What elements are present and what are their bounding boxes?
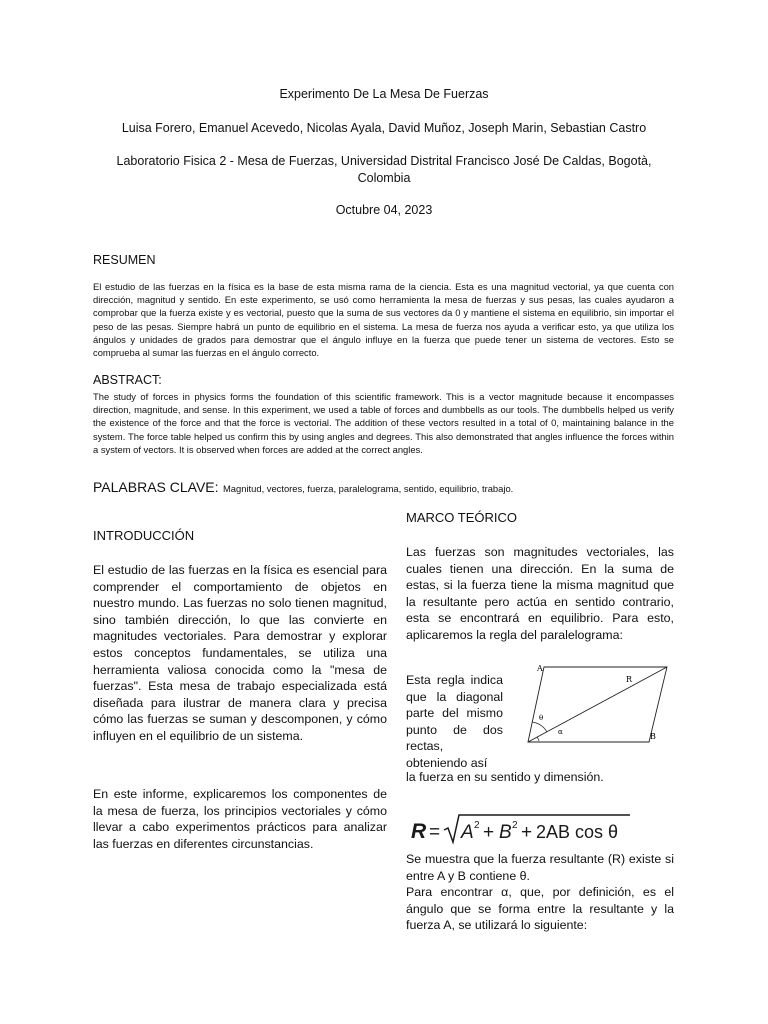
keywords-values: Magnitud, vectores, fuerza, paralelograma, sentido, equilibrio, trabajo.	[223, 483, 514, 494]
abstract-text: The study of forces in physics forms the foundation of this scientific framework. This is a vector magnitude because it encompasses direction, magnitude, and sense. In this experiment, we used a table of forces and dumbbells as our tools. The dumbbells helped us verify the existence of the force and that the force is vectorial. The addition of these vectors resulted in a total of 0, maintaining balance in the system. The force table helped us confirm this by using angles and degrees. This also demonstrated that angles influence the forces within a system of vectors. It is observed when forces are added at the correct angles.	[93, 391, 674, 455]
formula-plus-1: +	[483, 822, 495, 843]
formula-equals: =	[429, 822, 441, 843]
formula-lhs: R	[411, 820, 427, 843]
keywords-line	[93, 479, 693, 497]
marco-paragraph-2-continued: la fuerza en su sentido y dimensión.	[406, 770, 604, 784]
marco-paragraph-2: Esta regla indica que la diagonal parte del mismo punto de dos rectas, obteniendo así	[406, 673, 503, 770]
marco-teorico-heading: MARCO TEÓRICO	[406, 510, 517, 525]
formula-exponent-b: 2	[512, 820, 518, 831]
formula-exponent-a: 2	[474, 820, 480, 831]
formula-term-b: B	[499, 822, 512, 843]
formula-cross-term: 2AB cos θ	[536, 822, 619, 842]
formula-term-a: A	[461, 822, 474, 843]
marco-paragraph-4: Para encontrar α, que, por definición, es el ángulo que se forma entre la resultante y la fuerza A, se utilizará lo siguiente:	[406, 885, 674, 933]
vector-a-label: A	[537, 664, 543, 673]
introduccion-paragraph-2: En este informe, explicaremos los componentes de la mesa de fuerza, los principios vectoriales y cómo llevar a cabo experimentos prácticos para analizar las fuerzas en diferentes circunstancias.	[93, 787, 387, 851]
alpha-label: α	[558, 728, 563, 736]
keywords-heading: PALABRAS CLAVE:	[93, 479, 219, 495]
author-list: Luisa Forero, Emanuel Acevedo, Nicolas Ayala, David Muñoz, Joseph Marin, Sebastian Castro	[121, 121, 647, 135]
theta-label: θ	[539, 714, 544, 722]
alpha-angle-arc	[537, 737, 539, 741]
vector-b-label: B	[650, 732, 656, 741]
introduccion-heading: INTRODUCCIÓN	[93, 528, 195, 543]
marco-paragraph-3: Se muestra que la fuerza resultante (R) existe si entre A y B contiene θ.	[406, 852, 674, 883]
parallelogram-vector-diagram	[525, 660, 675, 770]
publication-date: Octubre 04, 2023	[335, 203, 433, 217]
resultant-formula	[408, 812, 633, 846]
marco-paragraph-1: Las fuerzas son magnitudes vectoriales, las cuales tienen una dirección. En la suma de estas, si la fuerza tiene la misma magnitud que la resultante pero actúa en sentido contrario, esta se encontrará en equilibrio. Para esto, aplicaremos la regla del paralelograma:	[406, 545, 674, 642]
paper-title: Experimento De La Mesa De Fuerzas	[279, 87, 489, 101]
abstract-heading: ABSTRACT:	[93, 373, 162, 387]
resumen-text: El estudio de las fuerzas en la física es la base de esta misma rama de la ciencia. Esta es una magnitud vectorial, ya que cuenta con dirección, magnitud y sentido. En este experimento, se usó como herramienta la mesa de fuerzas y sus pesas, las cuales ayudaron a comprobar que la fuerza existe y es vectorial, puesto que la suma de sus vectores da 0 y mantiene el sistema en equilibrio, sin importar el peso de las pesas. Siempre habrá un punto de equilibrio en el sistema. La mesa de fuerza nos ayuda a verificar esto, ya que utiliza los ángulos y unidades de grados para demostrar que el ángulo influye en la fuerza que puede tener un sistema de vectores. Esto se comprueba al sumar las fuerzas en el ángulo correcto.	[93, 281, 674, 359]
affiliation: Laboratorio Fisica 2 - Mesa de Fuerzas, Universidad Distrital Francisco José De Caldas, Bogotà, Colombia	[116, 154, 652, 185]
theta-angle-arc	[532, 722, 547, 732]
introduccion-paragraph-1: El estudio de las fuerzas en la física es esencial para comprender el comportamiento de objetos en nuestro mundo. Las fuerzas no solo tienen magnitud, sino también dirección, lo que las convierte en magnitudes vectoriales. Para demostrar y explorar estos conceptos fundamentales, se utiliza una herramienta valiosa conocida como la "mesa de fuerzas". Esta mesa de trabajo especializada está diseñada para ilustrar de manera clara y precisa cómo las fuerzas se suman y descomponen, y cómo influyen en el equilibrio de un sistema.	[93, 563, 387, 743]
resultant-vector	[528, 667, 667, 742]
formula-plus-2: +	[521, 822, 533, 843]
resumen-heading: RESUMEN	[93, 253, 156, 267]
vector-r-label: R	[626, 675, 633, 684]
